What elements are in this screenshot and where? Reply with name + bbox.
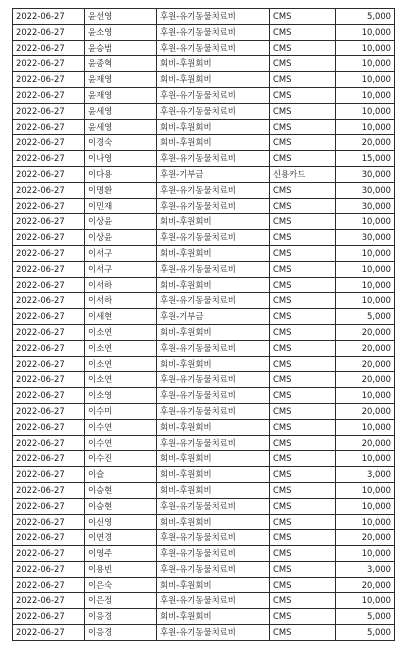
date-cell: 2022-06-27 [13, 230, 85, 246]
name-cell: 이나영 [85, 151, 157, 167]
date-cell: 2022-06-27 [13, 245, 85, 261]
date-cell: 2022-06-27 [13, 277, 85, 293]
method-cell: CMS [270, 103, 336, 119]
date-cell: 2022-06-27 [13, 135, 85, 151]
name-cell: 윤재영 [85, 72, 157, 88]
amount-cell: 10,000 [336, 482, 395, 498]
item-cell: 후원-유기동물치료비 [157, 561, 270, 577]
name-cell: 윤세영 [85, 103, 157, 119]
name-cell: 이용빈 [85, 561, 157, 577]
name-cell: 이상윤 [85, 230, 157, 246]
method-cell: CMS [270, 451, 336, 467]
table-row [13, 403, 395, 419]
item-cell: 후원-유기동물치료비 [157, 530, 270, 546]
method-cell: CMS [270, 419, 336, 435]
name-cell: 윤선영 [85, 9, 157, 25]
method-cell: CMS [270, 40, 336, 56]
date-cell: 2022-06-27 [13, 609, 85, 625]
date-cell: 2022-06-27 [13, 324, 85, 340]
name-cell: 이소연 [85, 324, 157, 340]
date-cell: 2022-06-27 [13, 198, 85, 214]
table-row [13, 40, 395, 56]
amount-cell: 10,000 [336, 419, 395, 435]
item-cell: 회비-후원회비 [157, 419, 270, 435]
method-cell: CMS [270, 214, 336, 230]
table-row [13, 87, 395, 103]
name-cell: 이승현 [85, 498, 157, 514]
item-cell: 회비-후원회비 [157, 56, 270, 72]
date-cell: 2022-06-27 [13, 309, 85, 325]
name-cell: 이응경 [85, 625, 157, 641]
table-row [13, 230, 395, 246]
item-cell: 후원-유기동물치료비 [157, 546, 270, 562]
method-cell: CMS [270, 324, 336, 340]
method-cell: CMS [270, 530, 336, 546]
name-cell: 이서하 [85, 277, 157, 293]
name-cell: 이응경 [85, 609, 157, 625]
table-row [13, 609, 395, 625]
date-cell: 2022-06-27 [13, 514, 85, 530]
method-cell: CMS [270, 9, 336, 25]
table-row [13, 261, 395, 277]
name-cell: 이수진 [85, 451, 157, 467]
date-cell: 2022-06-27 [13, 103, 85, 119]
table-row [13, 119, 395, 135]
table-row [13, 498, 395, 514]
date-cell: 2022-06-27 [13, 9, 85, 25]
method-cell: CMS [270, 277, 336, 293]
name-cell: 윤재영 [85, 87, 157, 103]
amount-cell: 5,000 [336, 625, 395, 641]
name-cell: 이소영 [85, 388, 157, 404]
name-cell: 이상윤 [85, 214, 157, 230]
amount-cell: 3,000 [336, 467, 395, 483]
table-row [13, 356, 395, 372]
name-cell: 윤세영 [85, 119, 157, 135]
item-cell: 후원-유기동물치료비 [157, 372, 270, 388]
amount-cell: 10,000 [336, 293, 395, 309]
amount-cell: 10,000 [336, 498, 395, 514]
item-cell: 후원-유기동물치료비 [157, 293, 270, 309]
date-cell: 2022-06-27 [13, 467, 85, 483]
name-cell: 이수연 [85, 435, 157, 451]
date-cell: 2022-06-27 [13, 119, 85, 135]
table-row [13, 103, 395, 119]
item-cell: 후원-기부금 [157, 309, 270, 325]
amount-cell: 10,000 [336, 546, 395, 562]
item-cell: 회비-후원회비 [157, 214, 270, 230]
amount-cell: 20,000 [336, 135, 395, 151]
date-cell: 2022-06-27 [13, 403, 85, 419]
name-cell: 이서구 [85, 261, 157, 277]
item-cell: 후원-유기동물치료비 [157, 198, 270, 214]
name-cell: 이경숙 [85, 135, 157, 151]
amount-cell: 5,000 [336, 9, 395, 25]
amount-cell: 10,000 [336, 451, 395, 467]
date-cell: 2022-06-27 [13, 293, 85, 309]
method-cell: CMS [270, 561, 336, 577]
item-cell: 회비-후원회비 [157, 482, 270, 498]
date-cell: 2022-06-27 [13, 151, 85, 167]
method-cell: CMS [270, 309, 336, 325]
table-row [13, 419, 395, 435]
table-row [13, 593, 395, 609]
item-cell: 후원-유기동물치료비 [157, 103, 270, 119]
table-row [13, 245, 395, 261]
date-cell: 2022-06-27 [13, 261, 85, 277]
table-row [13, 214, 395, 230]
method-cell: CMS [270, 198, 336, 214]
item-cell: 회비-후원회비 [157, 245, 270, 261]
method-cell: CMS [270, 546, 336, 562]
date-cell: 2022-06-27 [13, 72, 85, 88]
item-cell: 후원-기부금 [157, 166, 270, 182]
method-cell: CMS [270, 119, 336, 135]
amount-cell: 10,000 [336, 24, 395, 40]
name-cell: 이서구 [85, 245, 157, 261]
method-cell: CMS [270, 245, 336, 261]
method-cell: 신용카드 [270, 166, 336, 182]
item-cell: 회비-후원회비 [157, 514, 270, 530]
method-cell: CMS [270, 293, 336, 309]
date-cell: 2022-06-27 [13, 87, 85, 103]
item-cell: 후원-유기동물치료비 [157, 498, 270, 514]
name-cell: 이슬 [85, 467, 157, 483]
amount-cell: 30,000 [336, 182, 395, 198]
amount-cell: 10,000 [336, 119, 395, 135]
item-cell: 회비-후원회비 [157, 356, 270, 372]
item-cell: 회비-후원회비 [157, 577, 270, 593]
method-cell: CMS [270, 593, 336, 609]
name-cell: 이수연 [85, 419, 157, 435]
amount-cell: 10,000 [336, 214, 395, 230]
item-cell: 회비-후원회비 [157, 277, 270, 293]
method-cell: CMS [270, 577, 336, 593]
table-row [13, 388, 395, 404]
table-row [13, 324, 395, 340]
item-cell: 후원-유기동물치료비 [157, 9, 270, 25]
item-cell: 후원-유기동물치료비 [157, 230, 270, 246]
date-cell: 2022-06-27 [13, 561, 85, 577]
name-cell: 이소연 [85, 372, 157, 388]
method-cell: CMS [270, 403, 336, 419]
table-row [13, 151, 395, 167]
item-cell: 회비-후원회비 [157, 324, 270, 340]
name-cell: 이소연 [85, 340, 157, 356]
amount-cell: 20,000 [336, 340, 395, 356]
method-cell: CMS [270, 435, 336, 451]
method-cell: CMS [270, 151, 336, 167]
table-row [13, 561, 395, 577]
item-cell: 회비-후원회비 [157, 119, 270, 135]
table-row [13, 182, 395, 198]
amount-cell: 20,000 [336, 530, 395, 546]
item-cell: 회비-후원회비 [157, 135, 270, 151]
name-cell: 이세현 [85, 309, 157, 325]
name-cell: 이승현 [85, 482, 157, 498]
name-cell: 이신영 [85, 514, 157, 530]
date-cell: 2022-06-27 [13, 40, 85, 56]
table-row [13, 135, 395, 151]
amount-cell: 20,000 [336, 324, 395, 340]
table-row [13, 546, 395, 562]
name-cell: 이명환 [85, 182, 157, 198]
table-row [13, 293, 395, 309]
name-cell: 이은숙 [85, 577, 157, 593]
date-cell: 2022-06-27 [13, 577, 85, 593]
table-row [13, 24, 395, 40]
item-cell: 회비-후원회비 [157, 451, 270, 467]
name-cell: 이수미 [85, 403, 157, 419]
item-cell: 후원-유기동물치료비 [157, 435, 270, 451]
name-cell: 윤종혁 [85, 56, 157, 72]
amount-cell: 10,000 [336, 103, 395, 119]
amount-cell: 10,000 [336, 593, 395, 609]
date-cell: 2022-06-27 [13, 482, 85, 498]
name-cell: 이다용 [85, 166, 157, 182]
amount-cell: 10,000 [336, 56, 395, 72]
amount-cell: 20,000 [336, 577, 395, 593]
method-cell: CMS [270, 56, 336, 72]
method-cell: CMS [270, 340, 336, 356]
method-cell: CMS [270, 498, 336, 514]
amount-cell: 10,000 [336, 277, 395, 293]
amount-cell: 10,000 [336, 72, 395, 88]
item-cell: 후원-유기동물치료비 [157, 388, 270, 404]
amount-cell: 5,000 [336, 309, 395, 325]
method-cell: CMS [270, 482, 336, 498]
item-cell: 회비-후원회비 [157, 467, 270, 483]
ledger-body [13, 9, 395, 641]
table-row [13, 166, 395, 182]
item-cell: 후원-유기동물치료비 [157, 625, 270, 641]
date-cell: 2022-06-27 [13, 340, 85, 356]
date-cell: 2022-06-27 [13, 498, 85, 514]
date-cell: 2022-06-27 [13, 625, 85, 641]
method-cell: CMS [270, 230, 336, 246]
amount-cell: 10,000 [336, 40, 395, 56]
table-row [13, 340, 395, 356]
amount-cell: 10,000 [336, 514, 395, 530]
table-row [13, 467, 395, 483]
date-cell: 2022-06-27 [13, 593, 85, 609]
date-cell: 2022-06-27 [13, 388, 85, 404]
amount-cell: 3,000 [336, 561, 395, 577]
item-cell: 후원-유기동물치료비 [157, 340, 270, 356]
date-cell: 2022-06-27 [13, 56, 85, 72]
amount-cell: 10,000 [336, 388, 395, 404]
date-cell: 2022-06-27 [13, 546, 85, 562]
table-row [13, 309, 395, 325]
method-cell: CMS [270, 609, 336, 625]
name-cell: 이영주 [85, 546, 157, 562]
amount-cell: 10,000 [336, 261, 395, 277]
amount-cell: 20,000 [336, 372, 395, 388]
method-cell: CMS [270, 182, 336, 198]
date-cell: 2022-06-27 [13, 356, 85, 372]
amount-cell: 30,000 [336, 198, 395, 214]
amount-cell: 30,000 [336, 230, 395, 246]
name-cell: 윤소영 [85, 24, 157, 40]
item-cell: 후원-유기동물치료비 [157, 24, 270, 40]
name-cell: 이소연 [85, 356, 157, 372]
method-cell: CMS [270, 24, 336, 40]
method-cell: CMS [270, 388, 336, 404]
method-cell: CMS [270, 135, 336, 151]
table-row [13, 625, 395, 641]
date-cell: 2022-06-27 [13, 530, 85, 546]
amount-cell: 20,000 [336, 356, 395, 372]
name-cell: 이민재 [85, 198, 157, 214]
item-cell: 후원-유기동물치료비 [157, 40, 270, 56]
donation-ledger-table [12, 8, 395, 641]
amount-cell: 20,000 [336, 435, 395, 451]
item-cell: 후원-유기동물치료비 [157, 593, 270, 609]
date-cell: 2022-06-27 [13, 166, 85, 182]
date-cell: 2022-06-27 [13, 372, 85, 388]
table-row [13, 451, 395, 467]
method-cell: CMS [270, 514, 336, 530]
date-cell: 2022-06-27 [13, 451, 85, 467]
table-row [13, 482, 395, 498]
table-row [13, 72, 395, 88]
date-cell: 2022-06-27 [13, 24, 85, 40]
method-cell: CMS [270, 356, 336, 372]
item-cell: 후원-유기동물치료비 [157, 151, 270, 167]
item-cell: 후원-유기동물치료비 [157, 87, 270, 103]
date-cell: 2022-06-27 [13, 182, 85, 198]
method-cell: CMS [270, 261, 336, 277]
item-cell: 후원-유기동물치료비 [157, 261, 270, 277]
table-row [13, 530, 395, 546]
amount-cell: 10,000 [336, 245, 395, 261]
item-cell: 회비-후원회비 [157, 609, 270, 625]
name-cell: 윤승범 [85, 40, 157, 56]
name-cell: 이연경 [85, 530, 157, 546]
table-row [13, 198, 395, 214]
amount-cell: 5,000 [336, 609, 395, 625]
item-cell: 후원-유기동물치료비 [157, 403, 270, 419]
table-row [13, 514, 395, 530]
amount-cell: 10,000 [336, 87, 395, 103]
amount-cell: 30,000 [336, 166, 395, 182]
amount-cell: 20,000 [336, 403, 395, 419]
method-cell: CMS [270, 372, 336, 388]
item-cell: 후원-유기동물치료비 [157, 182, 270, 198]
method-cell: CMS [270, 625, 336, 641]
method-cell: CMS [270, 72, 336, 88]
item-cell: 회비-후원회비 [157, 72, 270, 88]
date-cell: 2022-06-27 [13, 419, 85, 435]
table-row [13, 577, 395, 593]
date-cell: 2022-06-27 [13, 435, 85, 451]
table-row [13, 372, 395, 388]
date-cell: 2022-06-27 [13, 214, 85, 230]
method-cell: CMS [270, 87, 336, 103]
name-cell: 이서하 [85, 293, 157, 309]
table-row [13, 435, 395, 451]
amount-cell: 15,000 [336, 151, 395, 167]
method-cell: CMS [270, 467, 336, 483]
name-cell: 이은정 [85, 593, 157, 609]
table-row [13, 9, 395, 25]
table-row [13, 56, 395, 72]
table-row [13, 277, 395, 293]
